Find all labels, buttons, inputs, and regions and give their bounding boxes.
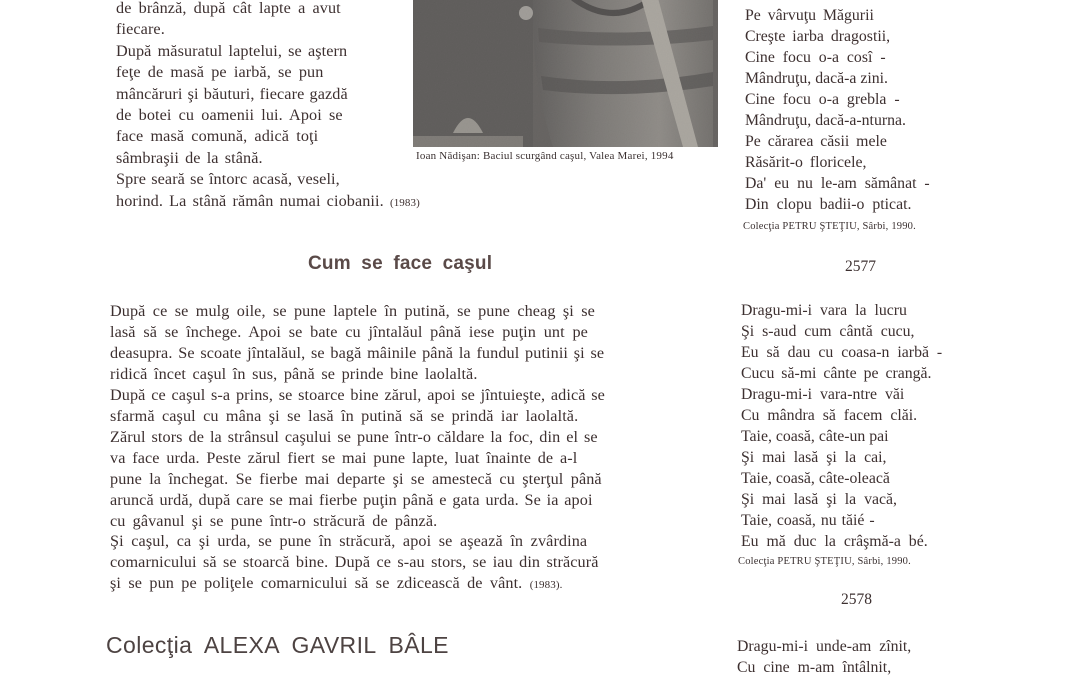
section-body: [110, 301, 605, 596]
text-line: lasă să se închege. Apoi se bate cu jîntalăul până iese puţin unt pe: [110, 322, 588, 341]
text-line: feţe de masă pe iarbă, se pun: [116, 63, 324, 82]
poem-line: Din clopu badii-o pticat.: [745, 196, 912, 213]
poem-line: Eu mă duc la crâşmă-a bé.: [741, 533, 928, 550]
poem-line: Dragu-mi-i vara la lucru: [741, 302, 907, 319]
poem-line: Cu mândra să facem clăi.: [741, 407, 918, 424]
text-line: mâncăruri şi băuturi, fiecare gazdă: [116, 84, 348, 103]
text-line: fiecare.: [116, 20, 165, 39]
poem-line: Dragu-mi-i unde-am zînit,: [737, 638, 912, 655]
text-line: cu gâvanul şi se pune într-o străcură de pânză.: [110, 511, 438, 530]
poem-line: Da' eu nu le-am sămânat -: [745, 175, 930, 192]
poem-line: Cucu să-mi cânte pe crangă.: [741, 365, 932, 382]
text-line: Spre seară se întorc acasă, veseli,: [116, 170, 340, 189]
poem-line: Răsărit-o floricele,: [745, 154, 867, 171]
text-line: ridică încet caşul în sus, până se prinde bine laolaltă.: [110, 364, 478, 383]
poem-line: Taie, coasă, câte-un pai: [741, 428, 889, 445]
year-note: (1983): [389, 196, 420, 209]
photo-caption: Ioan Nădişan: Baciul scurgând caşul, Valea Marei, 1994: [416, 150, 674, 162]
poem-line: Taie, coasă, câte-oleacă: [741, 470, 890, 487]
text-line: pune la închegat. Se fierbe mai departe şi se amestecă cu şterţul până: [110, 469, 602, 488]
poem-2: [741, 300, 942, 552]
intro-paragraph: [116, 0, 420, 214]
poem-line: Eu să dau cu coasa-n iarbă -: [741, 344, 943, 361]
poem-line: Creşte iarba dragostii,: [745, 28, 891, 45]
text-line: După ce se mulg oile, se pune laptele în putină, se pune cheag şi se: [110, 302, 595, 320]
text-line: deasupra. Se scoate jîntalăul, se bagă mâinile până la fundul putinii şi se: [110, 343, 605, 362]
photo-baciul-scurgand-casul: [413, 0, 718, 147]
text-line: Şi caşul, ca şi urda, se pune în străcură, apoi se aşează în zvârdina: [110, 532, 588, 551]
text-line: [116, 191, 420, 214]
poem-line: Pe vârvuţu Măgurii: [745, 7, 874, 24]
year-note: (1983).: [529, 579, 563, 592]
poem-1: [745, 5, 930, 215]
poem-line: Mândruţu, dacă-a zini.: [745, 70, 888, 87]
poem-2-source: Colecţia PETRU ŞTEŢIU, Sârbi, 1990.: [738, 556, 911, 567]
poem-line: Şi mai lasă şi la vacă,: [741, 491, 897, 508]
poem-line: Şi s-aud cum cântă cucu,: [741, 323, 915, 340]
text-line: aruncă urdă, după care se mai fierbe puţin până e gata urda. Se ia apoi: [110, 490, 593, 509]
text-line-content: şi se pun pe poliţele comarnicului să se zdicească de vânt.: [110, 574, 523, 593]
poem-line: Taie, coasă, nu tăié -: [741, 512, 875, 529]
text-line: comarnicului să se stoarcă bine. După ce s-au stors, se iau din străcură: [110, 553, 599, 572]
text-line: După măsuratul laptelui, se aştern: [116, 41, 348, 60]
photo-image-icon: [413, 0, 718, 147]
text-line: de brânză, după cât lapte a avut: [116, 0, 341, 17]
poem-line: Şi mai lasă şi la cai,: [741, 449, 887, 466]
poem-line: Cine focu o-a cosî -: [745, 49, 886, 66]
poem-line: Dragu-mi-i vara-ntre văi: [741, 386, 905, 403]
section-title: Cum se face caşul: [308, 253, 493, 274]
poem-line: Pe cărarea căsii mele: [745, 133, 887, 150]
poem-1-source: Colecţia PETRU ŞTEŢIU, Sârbi, 1990.: [743, 221, 916, 232]
text-line: de botei cu oamenii lui. Apoi se: [116, 106, 343, 125]
poem-3: [737, 636, 911, 678]
poem-line: Cine focu o-a grebla -: [745, 91, 900, 108]
text-line: [110, 573, 605, 596]
text-line: Zărul stors de la strânsul caşului se pune într-o căldare la foc, din el se: [110, 427, 598, 446]
poem-line: Mândruţu, dacă-a-nturna.: [745, 112, 906, 129]
text-line: sâmbraşii de la stână.: [116, 148, 263, 167]
poem-3-number: 2578: [841, 591, 872, 608]
text-line: sfarmă caşul cu mâna şi se lasă în putină să se prindă iar laolaltă.: [110, 406, 579, 425]
text-line-content: horind. La stână rămân numai ciobanii.: [116, 191, 384, 210]
text-line: va face urda. Peste zărul fiert se mai pune lapte, luat înainte de a-l: [110, 448, 578, 467]
poem-line: Cu cine m-am întâlnit,: [737, 659, 892, 676]
text-line: face masă comună, adică toţi: [116, 127, 319, 146]
poem-2-number: 2577: [845, 258, 876, 275]
collection-heading: Colecţia ALEXA GAVRIL BÂLE: [106, 632, 449, 658]
text-line: După ce caşul s-a prins, se stoarce bine zărul, apoi se jîntuieşte, adică se: [110, 385, 605, 404]
